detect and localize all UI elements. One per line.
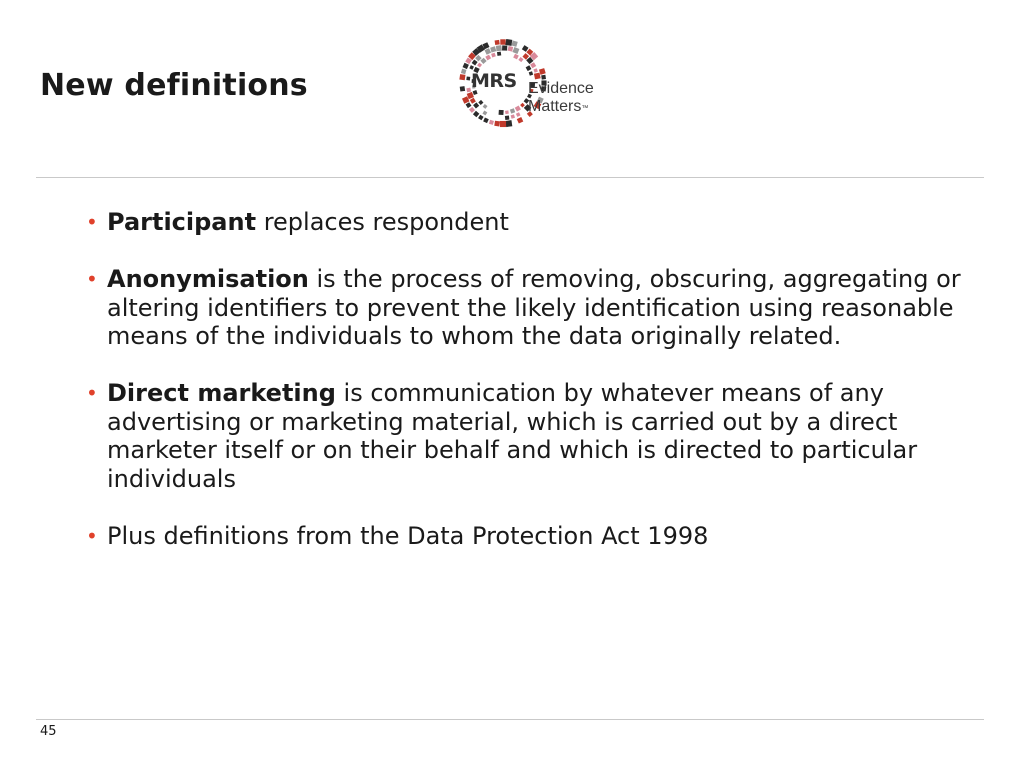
definition-term: Participant bbox=[107, 208, 257, 236]
logo-ring-tile bbox=[533, 68, 537, 72]
logo-ring-tile bbox=[482, 111, 487, 116]
logo-ring-tile bbox=[505, 120, 512, 127]
logo-ring-tile bbox=[460, 86, 465, 91]
logo-ring-tile bbox=[469, 107, 475, 113]
logo-ring-tile bbox=[496, 45, 502, 51]
logo-ring-tile bbox=[505, 110, 509, 114]
logo-ring-tile bbox=[497, 52, 501, 56]
slide-title: New definitions bbox=[40, 68, 308, 103]
logo-ring-tile bbox=[530, 62, 536, 68]
logo-ring-tile bbox=[512, 47, 519, 54]
list-item bbox=[86, 522, 986, 551]
logo-ring-tile bbox=[500, 121, 506, 127]
logo-ring-tile bbox=[483, 117, 489, 123]
logo-ring-tile bbox=[529, 71, 533, 75]
definition-text: replaces respondent bbox=[256, 208, 509, 236]
bullet-dot-icon: • bbox=[86, 381, 98, 405]
page-number: 45 bbox=[40, 724, 57, 739]
logo-ring-tile bbox=[459, 74, 465, 80]
logo-ring-tile bbox=[539, 68, 546, 75]
logo-ring-tile bbox=[505, 116, 510, 121]
header-divider bbox=[36, 177, 984, 178]
bullet-dot-icon: • bbox=[86, 523, 98, 548]
logo-line-matters-text: Matters bbox=[528, 98, 582, 115]
list-item bbox=[86, 379, 986, 493]
logo-ring-tile bbox=[526, 65, 532, 71]
bullet-dot-icon: • bbox=[86, 210, 98, 234]
logo-ring-tile bbox=[495, 40, 500, 45]
logo-ring-tile bbox=[463, 63, 469, 69]
logo-ring-tile bbox=[513, 54, 519, 60]
logo-ring-tile bbox=[499, 110, 504, 115]
logo-line-evidence: Evidence bbox=[528, 80, 594, 97]
logo-ring-tile bbox=[500, 39, 505, 44]
logo-ring-tile bbox=[461, 69, 467, 75]
logo-ring-tile bbox=[473, 111, 479, 117]
definitions-list bbox=[86, 208, 986, 579]
bullet-dot-icon: • bbox=[86, 267, 98, 291]
definition-text: is the process of removing, obscuring, aggregating or altering identifiers to prevent the likely identification using reasonable means of the individuals to whom the data originally related. bbox=[107, 265, 961, 350]
logo-ring-tile bbox=[494, 121, 500, 127]
logo-ring-tile bbox=[516, 112, 521, 117]
list-item bbox=[86, 265, 986, 351]
logo-ring-tile bbox=[510, 108, 515, 113]
logo-ring-tile bbox=[534, 73, 541, 80]
logo-ring-tile bbox=[490, 46, 496, 52]
logo-ring-tile bbox=[470, 98, 476, 104]
logo-ring-tile bbox=[478, 115, 484, 121]
logo-ring-tile bbox=[472, 60, 478, 66]
logo-ring-tile bbox=[511, 40, 517, 46]
logo-ring-tile bbox=[518, 57, 523, 62]
definition-term: Direct marketing bbox=[107, 379, 336, 407]
logo-ring-tile bbox=[480, 58, 486, 64]
logo-ring-tile bbox=[517, 117, 524, 124]
definition-text: Plus definitions from the Data Protection Act 1998 bbox=[107, 521, 709, 550]
logo-ring-tile bbox=[511, 114, 515, 118]
logo-ring-tile bbox=[477, 63, 482, 68]
logo-ring-tile bbox=[505, 39, 512, 46]
logo-ring-tile bbox=[520, 103, 525, 108]
mrs-logo bbox=[458, 38, 618, 128]
logo-ring-tile bbox=[502, 45, 507, 50]
logo-ring-tile bbox=[522, 45, 529, 52]
definition-text: is communication by whatever means of any advertising or marketing material, which is carried out by a direct marketer itself or on their behalf and which is directed to particular individuals bbox=[107, 379, 918, 493]
list-item bbox=[86, 208, 986, 237]
logo-ring-tile bbox=[485, 48, 492, 55]
footer-divider bbox=[36, 719, 984, 720]
logo-ring-tile bbox=[466, 76, 470, 80]
logo-ring-tile bbox=[466, 102, 472, 108]
logo-ring-tile bbox=[491, 53, 496, 58]
logo-line-matters bbox=[528, 98, 588, 116]
logo-ring-tile bbox=[478, 100, 483, 105]
logo-ring-tile bbox=[515, 105, 521, 111]
logo-ring-tile bbox=[483, 104, 488, 109]
logo-ring-tile bbox=[489, 120, 494, 125]
logo-ring-tile bbox=[473, 102, 479, 108]
logo-ring-tile bbox=[541, 75, 546, 80]
definition-term: Anonymisation bbox=[107, 265, 309, 293]
logo-ring-tile bbox=[485, 55, 491, 61]
logo-trademark: ™ bbox=[581, 105, 589, 112]
logo-ring-tile bbox=[508, 46, 514, 52]
logo-mark-text: MRS bbox=[471, 70, 517, 92]
